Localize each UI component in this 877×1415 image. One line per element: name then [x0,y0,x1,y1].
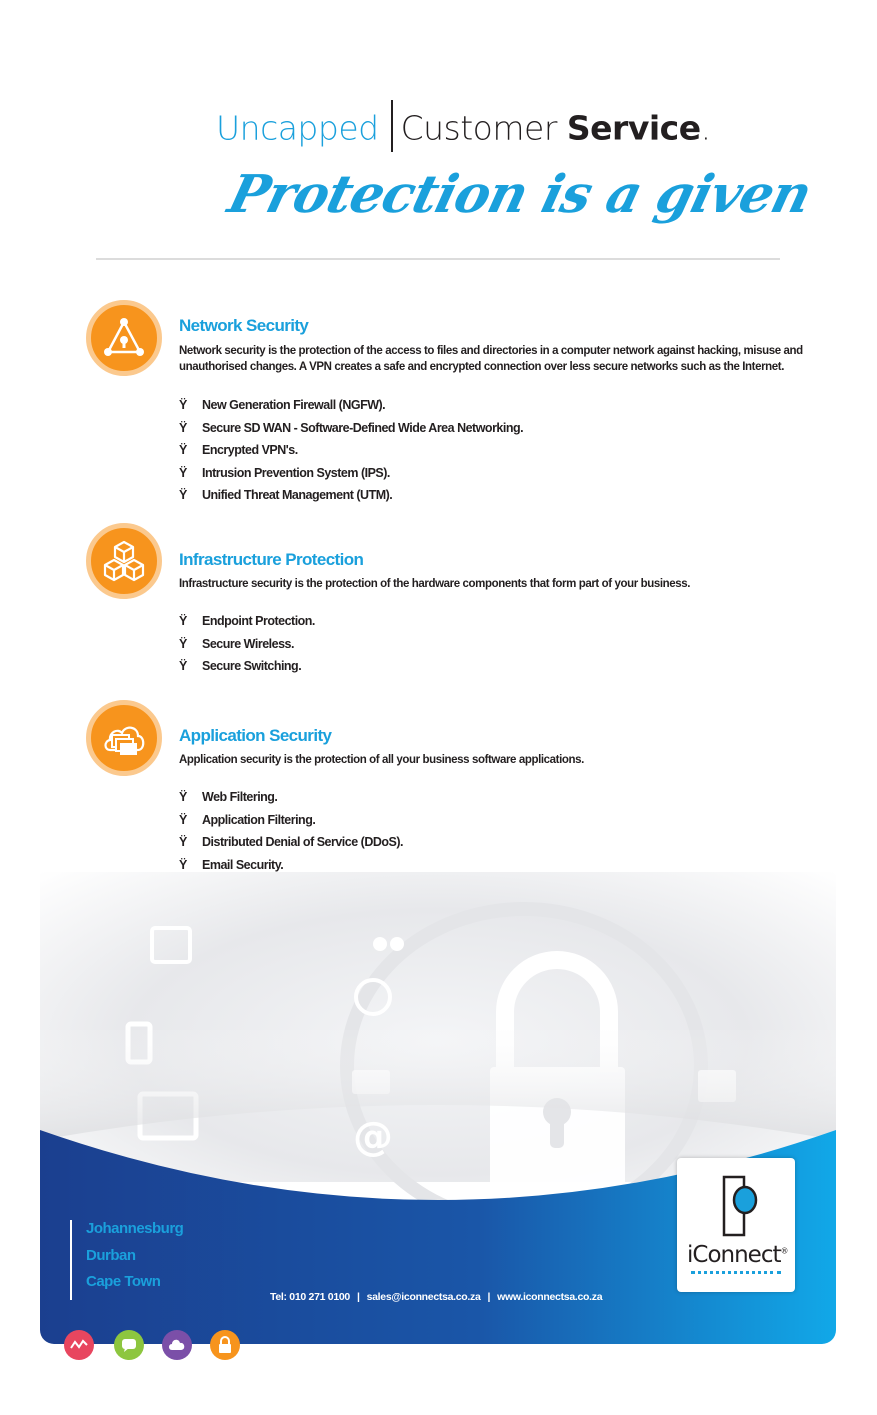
bullet-text: Endpoint Protection. [202,614,315,628]
section-title: Application Security [179,726,332,745]
bullet-glyph: Ÿ [179,488,187,502]
logo-registered-mark: ® [780,1246,788,1256]
website-link[interactable]: www.iconnectsa.co.za [497,1291,603,1303]
headline-period: . [700,108,711,148]
headline-service: Service [566,108,701,148]
chat-icon [114,1330,144,1360]
list-item [179,790,403,813]
cloud-icon [162,1330,192,1360]
bullet-text: Email Security. [202,857,284,872]
bullet-text: Distributed Denial of Service (DDoS). [202,835,403,849]
list-item [179,614,315,637]
headline-divider [391,100,393,152]
iconnect-logo [677,1158,795,1292]
logo-name: iConnect [687,1242,781,1268]
list-item [179,637,315,660]
separator: | [487,1291,491,1303]
section-title: Infrastructure Protection [179,550,364,569]
header-divider [96,258,780,260]
list-item [179,835,403,858]
bullet-glyph: Ÿ [179,443,187,457]
city-johannesburg: Johannesburg [86,1220,184,1237]
bullet-glyph: Ÿ [179,790,187,804]
bullet-text: Secure Switching. [202,659,302,673]
bullet-list [179,614,315,682]
section-description: Application security is the protection of all your business software applications. [179,754,584,766]
logo-mark-icon [721,1174,761,1240]
bullet-glyph: Ÿ [179,465,187,480]
city-durban: Durban [86,1246,136,1264]
section-title: Network Security [179,316,309,335]
office-locations [70,1220,183,1300]
bullet-list [179,398,523,511]
logo-underline [691,1271,781,1277]
bullet-glyph: Ÿ [179,420,187,435]
activity-icon [64,1330,94,1360]
bullet-glyph: Ÿ [179,659,187,673]
bullet-glyph: Ÿ [179,614,187,628]
headline [216,104,711,156]
stacked-boxes-icon [86,523,162,599]
svg-text:@: @ [353,1114,393,1160]
cloud-windows-icon [86,700,162,776]
lock-icon [210,1330,240,1360]
separator: | [356,1291,360,1303]
list-item [179,659,315,682]
bullet-glyph: Ÿ [179,636,187,651]
bullet-glyph: Ÿ [179,857,187,872]
list-item [179,398,523,421]
section-description: Infrastructure security is the protection of the hardware components that form part of your business. [179,578,691,590]
list-item [179,421,523,444]
bullet-glyph: Ÿ [179,812,187,827]
bullet-text: Encrypted VPN's. [202,443,298,457]
bullet-text: Secure Wireless. [202,636,294,651]
bullet-text: New Generation Firewall (NGFW). [202,398,386,412]
network-node-icon [86,300,162,376]
contact-line [270,1291,602,1303]
tagline: Protection is a given [222,164,818,225]
bullet-text: Intrusion Prevention System (IPS). [202,465,390,480]
city-cape-town: Cape Town [86,1273,161,1290]
email-link[interactable]: sales@iconnectsa.co.za [366,1291,481,1303]
list-item [179,466,523,489]
bullet-glyph: Ÿ [179,835,187,849]
headline-customer: Customer [400,108,557,148]
bullet-text: Application Filtering. [202,812,316,827]
bullet-glyph: Ÿ [179,398,187,412]
headline-uncapped: Uncapped [216,108,379,148]
bullet-text: Web Filtering. [202,790,278,804]
list-item [179,813,403,836]
bullet-text: Secure SD WAN - Software-Defined Wide Area Networking. [202,420,524,435]
telephone: Tel: 010 271 0100 [270,1291,350,1303]
bullet-list [179,790,403,880]
logo-wordmark [687,1242,788,1268]
section-description: Network security is the protection of the access to files and directories in a computer network against hacking, misuse and unauthorised changes. A VPN creates a safe and encrypted connection over less secure networks such as the Internet. [179,345,803,373]
list-item [179,443,523,466]
bullet-text: Unified Threat Management (UTM). [202,488,393,502]
list-item [179,488,523,511]
